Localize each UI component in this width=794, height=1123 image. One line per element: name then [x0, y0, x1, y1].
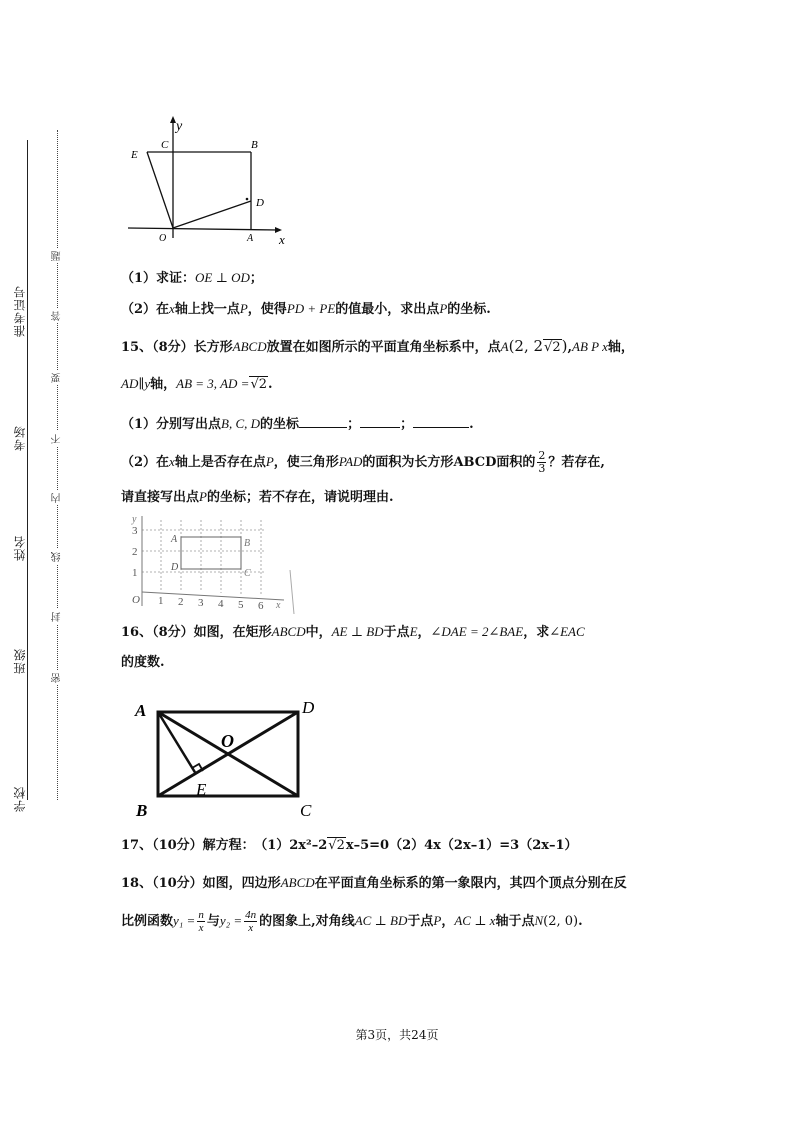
- binding-word-8: 密: [52, 672, 63, 683]
- q14-p2-x: x: [169, 301, 175, 316]
- binding-word-2: 答: [52, 310, 63, 321]
- q18-line1: [121, 873, 627, 894]
- q14-p1-suffix: ；: [249, 271, 263, 286]
- q18-f2-num: 4n: [245, 909, 257, 921]
- q15-p2-text-f: ？若存在,: [548, 455, 605, 470]
- q15-part1: [121, 414, 474, 435]
- label-class: 班级: [13, 648, 27, 674]
- q15-p2-pad: PAD: [338, 454, 363, 469]
- q18-line2: [121, 906, 583, 937]
- q15-part2: [121, 450, 605, 475]
- figure-1-coordinate-diagram: [120, 110, 300, 252]
- q15-end: .: [469, 417, 474, 432]
- q18-f1-num: n: [198, 909, 204, 921]
- q16-text-3: ，: [417, 625, 431, 640]
- fig2-xtick-1: 1: [158, 595, 164, 607]
- label-exam-room: 考场: [13, 425, 27, 451]
- fig2-label-B: B: [244, 538, 251, 549]
- fig2-origin: O: [132, 594, 140, 606]
- figure-2-grid-diagram: [120, 510, 300, 614]
- q15-p2-text-a: （2）在: [121, 455, 170, 470]
- fig3-label-O: O: [221, 731, 234, 751]
- q16-abcd: ABCD: [271, 624, 306, 639]
- fig2-ytick-3: 3: [132, 525, 138, 537]
- q15-p2-text-e: 面积的: [496, 455, 536, 470]
- fig1-label-E: E: [131, 149, 138, 161]
- answer-blank-1[interactable]: [299, 427, 347, 428]
- binding-dotted-line: [57, 130, 58, 800]
- q15-part2-cont: [121, 487, 394, 508]
- q15-p2-P: P: [265, 454, 274, 469]
- q14-p1-math: OE ⊥ OD: [195, 270, 250, 285]
- q18-abcd: ABCD: [280, 875, 315, 890]
- q18-fraction-n-over-x: [197, 909, 205, 934]
- q18-number: 18、（10分）如图，四边形: [121, 876, 281, 891]
- fig3-label-C: C: [300, 801, 312, 820]
- q17-eq1-a: （1）2x²–2: [260, 838, 328, 853]
- fig1-segment-EO: [147, 152, 173, 228]
- q15-sqrt2: √2: [544, 340, 561, 355]
- q14-part2: [121, 299, 491, 320]
- q18-P: P: [433, 913, 442, 928]
- fig3-label-B: B: [136, 801, 148, 820]
- q14-p2-text-e: 的坐标.: [447, 302, 491, 317]
- q14-p2-text-b: 轴上找一点: [174, 302, 240, 317]
- q14-p2-text-c: ，使得: [247, 302, 287, 317]
- answer-blank-2[interactable]: [360, 427, 400, 428]
- fig2-xtick-5: 5: [238, 599, 244, 611]
- q18-acx: AC ⊥ x: [454, 913, 496, 928]
- q14-p2-text-a: （2）在: [121, 302, 170, 317]
- fig1-label-O: O: [159, 233, 167, 244]
- fig3-segment-AE: [158, 712, 196, 774]
- fig1-label-A: A: [247, 233, 254, 244]
- q15-ab-equation: AB = 3, AD =: [176, 376, 250, 391]
- label-school: 学校: [13, 786, 27, 812]
- fig1-label-y: y: [176, 119, 183, 134]
- q15-parallel-sign: ∥: [138, 377, 145, 392]
- fig1-segment-OD: [173, 201, 251, 228]
- q15-y: y: [144, 376, 151, 391]
- q15-text-5: .: [268, 377, 273, 392]
- q16-E: E: [409, 624, 418, 639]
- q15-text-3: 轴，: [607, 340, 634, 355]
- fig2-label-A: A: [171, 534, 178, 545]
- q16-angle: ∠DAE = 2∠BAE: [430, 624, 524, 639]
- q15-fraction-two-thirds: [537, 450, 546, 475]
- binding-word-7: 封: [52, 611, 63, 622]
- q15-coord-open: (2, 2: [508, 337, 544, 355]
- q18-perp: AC ⊥ BD: [354, 913, 408, 928]
- q16-eac: ∠EAC: [549, 624, 585, 639]
- q16-text-5: 的度数.: [121, 655, 165, 670]
- q16-text-2: 于点: [383, 625, 410, 640]
- q18-y2: y₂ =: [219, 913, 243, 928]
- q15-p2-abcd: ABCD: [453, 455, 497, 470]
- q14-p2-math: PD + PE: [286, 301, 336, 316]
- fig2-ylabel: y: [132, 514, 137, 525]
- q17-eq1-sqrt: √2: [328, 838, 345, 853]
- fig2-ytick-1: 1: [132, 567, 138, 579]
- q16-line2: [121, 653, 165, 673]
- binding-word-5: 内: [52, 492, 63, 503]
- q18-f2-den: x: [248, 922, 254, 934]
- q15-sep-1: ；: [347, 417, 361, 432]
- q18-N: N: [534, 913, 544, 928]
- fig1-point-D: [246, 198, 249, 201]
- q17-number: 17、（10分）解方程：: [121, 838, 255, 853]
- answer-blank-3[interactable]: [413, 427, 469, 428]
- fig1-x-axis: [128, 228, 278, 230]
- fig2-xlabel: x: [276, 600, 281, 611]
- q15-frac-den: 3: [538, 462, 546, 475]
- q15-p2-text-c: ，使三角形: [273, 455, 339, 470]
- q15-p1-text-b: 的坐标: [260, 417, 300, 432]
- binding-word-3: 要: [52, 372, 63, 383]
- fig2-scan-edge: [290, 570, 294, 614]
- q18-f1-den: x: [198, 922, 204, 934]
- fig2-xtick-4: 4: [218, 598, 224, 610]
- q17-eq1-b: x–5=0: [345, 838, 390, 853]
- fig2-xtick-3: 3: [198, 597, 204, 609]
- label-name: 姓名: [13, 535, 27, 561]
- q18-n-coord: (2, 0): [543, 914, 579, 929]
- fig1-label-B: B: [251, 139, 258, 151]
- fig2-xtick-2: 2: [178, 596, 184, 608]
- q18-fraction-4n-over-x: [244, 909, 257, 934]
- binding-word-6: 线: [52, 551, 63, 562]
- q18-y1: y₁ =: [173, 913, 196, 928]
- q15-sqrt2-b: √2: [250, 377, 267, 392]
- q18-text-5: 于点: [407, 914, 434, 929]
- q15-p2-x: x: [169, 454, 175, 469]
- q15-p2-g-P: P: [199, 489, 207, 504]
- q15-abcd: ABCD: [232, 339, 267, 354]
- fig2-xtick-6: 6: [258, 600, 264, 612]
- fig1-label-x: x: [279, 232, 285, 247]
- q15-text-1: 放置在如图所示的平面直角坐标系中，点: [266, 340, 501, 355]
- label-exam-number: 准考证号: [13, 285, 27, 337]
- fig2-rectangle-ABCD: [181, 537, 241, 569]
- q15-text-2: ,: [567, 340, 572, 355]
- q18-text-8: .: [578, 914, 583, 929]
- fig2-ytick-2: 2: [132, 546, 138, 558]
- binding-word-4: 不: [52, 433, 63, 444]
- q16-number: 16、（8分）如图，在矩形: [121, 625, 272, 640]
- q15-sep-2: ；: [400, 417, 414, 432]
- q15-text-4: 轴，: [150, 377, 177, 392]
- q18-text-1: 在平面直角坐标系的第一象限内，其四个顶点分别在反: [314, 876, 627, 891]
- q16-text-4: ，求: [523, 625, 550, 640]
- q16-line1: [121, 622, 585, 643]
- q18-text-3: 与: [206, 914, 220, 929]
- q15-coord-close: ): [561, 337, 568, 355]
- fig3-label-A: A: [135, 701, 147, 720]
- q15-p2-text-d: 的面积为长方形: [362, 455, 454, 470]
- fig3-label-E: E: [196, 780, 207, 799]
- q15-number: 15、（8分）长方形: [121, 340, 233, 355]
- q15-p2-text-b: 轴上是否存在点: [174, 455, 266, 470]
- q16-perp: AE ⊥ BD: [331, 624, 384, 639]
- q14-part1: [121, 268, 263, 289]
- q18-text-4: 的图象上,对角线: [259, 914, 355, 929]
- q15-frac-num: 2: [538, 449, 546, 462]
- fig1-label-D: D: [256, 197, 264, 209]
- fig3-label-D: D: [302, 698, 315, 717]
- page-footer: 第3页，共24页: [355, 1028, 439, 1042]
- q15-p1-points: B, C, D: [221, 416, 261, 431]
- q15-line2: [121, 374, 273, 395]
- binding-solid-line: [27, 140, 28, 800]
- q14-p2-P2: P: [439, 301, 448, 316]
- q18-text-6: ，: [441, 914, 455, 929]
- q15-p2-text-g: 请直接写出点: [121, 490, 200, 505]
- q15-ad: AD: [121, 376, 139, 391]
- q14-p2-P: P: [239, 301, 248, 316]
- fig1-label-C: C: [161, 139, 169, 151]
- q14-p2-text-d: 的值最小，求出点: [335, 302, 440, 317]
- q15-point-A: A: [500, 339, 509, 354]
- q15-p1-text-a: （1）分别写出点: [121, 417, 222, 432]
- q14-p1-text: （1）求证：: [121, 271, 196, 286]
- figure-3-rectangle-diagram: [125, 690, 325, 825]
- q18-text-2: 比例函数: [121, 914, 174, 929]
- q15-p2-text-h: 的坐标；若不存在，请说明理由.: [206, 490, 394, 505]
- fig2-label-C: C: [244, 568, 251, 579]
- q17-line: [121, 836, 578, 856]
- q17-eq2: （2）4x（2x–1）=3（2x–1）: [389, 838, 578, 853]
- fig2-label-D: D: [171, 562, 179, 573]
- q15-line1: [121, 336, 634, 358]
- binding-word-1: 题: [52, 250, 63, 261]
- q16-text-1: 中，: [305, 625, 332, 640]
- q18-text-7: 轴于点: [495, 914, 535, 929]
- q15-ab-parallel: AB P x: [572, 339, 608, 354]
